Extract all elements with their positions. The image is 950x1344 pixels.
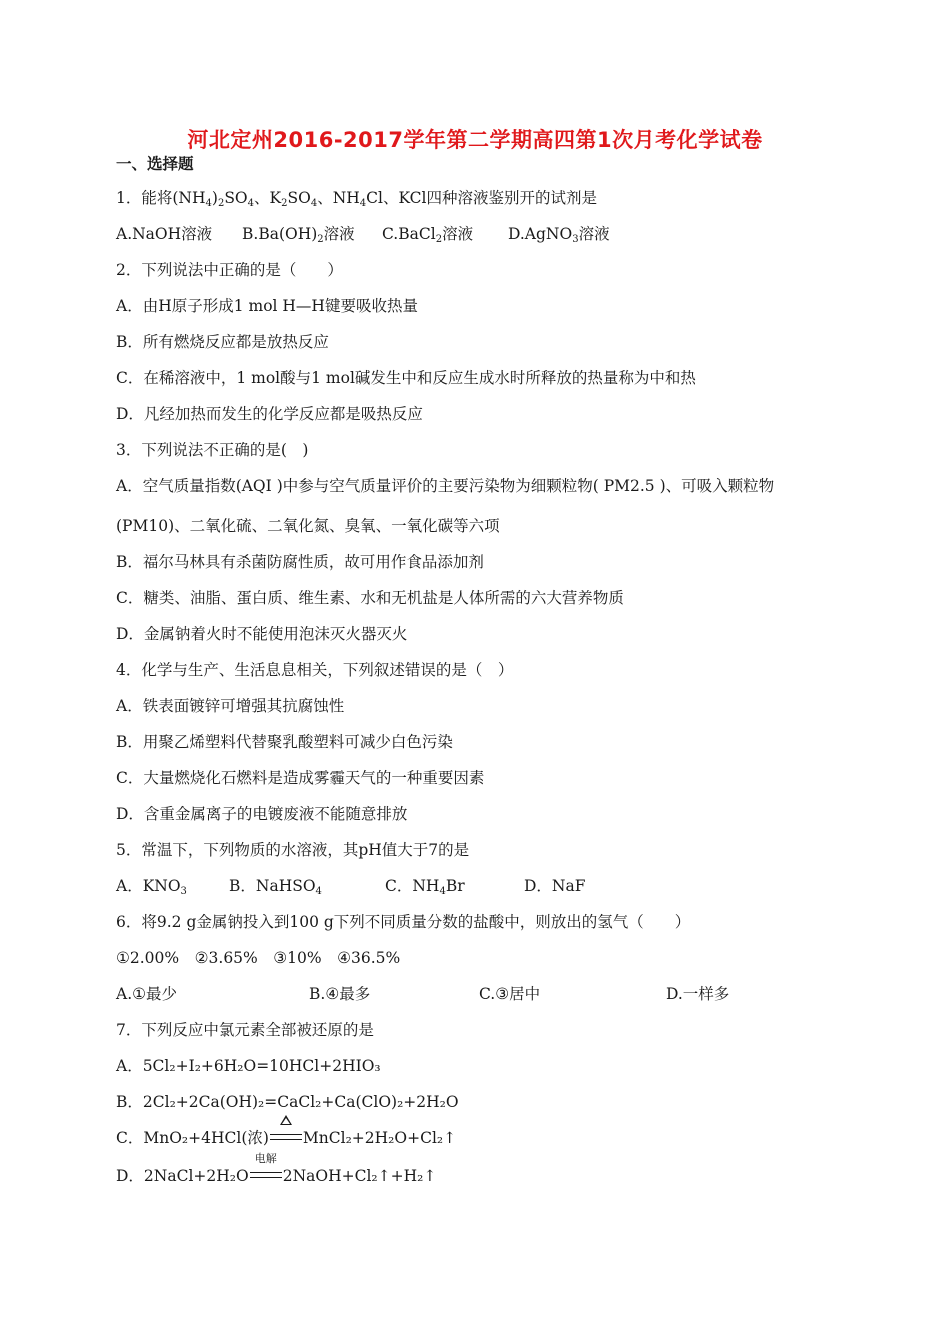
question-2-option-a: A．由H原子形成1 mol H—H键要吸收热量 [116,297,418,315]
electrolysis-condition-sign: 电解 [250,1166,282,1186]
question-4-option-a: A．铁表面镀锌可增强其抗腐蚀性 [116,697,345,715]
option-a: A．$KNO_3$ [116,877,187,897]
question-7-option-a: A．5Cl₂+I₂+6H₂O=10HCl+2HIO₃ [116,1057,381,1075]
option-c: C.③居中 [479,985,541,1003]
question-3-option-c: C．糖类、油脂、蛋白质、维生素、水和无机盐是人体所需的六大营养物质 [116,589,624,607]
question-5-options [116,876,586,896]
question-4-option-c: C．大量燃烧化石燃料是造成雾霾天气的一种重要因素 [116,769,485,787]
heating-condition-sign [270,1128,302,1148]
option-d: D．NaF [524,877,586,895]
question-1-options [116,224,610,244]
question-7-option-d: D．2NaCl+2H₂O 电解 2NaOH+Cl₂↑+H₂↑ [116,1152,437,1185]
question-1-stem: 1．能将$(NH_4)_2SO_4$、$K_2SO_4$、$NH_4Cl$、KCl四种溶液鉴别开的试剂是 [116,189,597,209]
section-heading: 一、选择题 [116,155,194,173]
question-4-option-d: D．含重金属离子的电镀废液不能随意排放 [116,805,408,823]
option-a: A.①最少 [116,985,178,1003]
question-2-stem: 2．下列说法中正确的是（ ） [116,261,343,279]
option-b: $B.Ba(OH)_2$溶液 [242,225,355,245]
question-3-stem: 3．下列说法不正确的是( ) [116,441,309,459]
question-6-options [116,984,729,1004]
question-2-option-b: B．所有燃烧反应都是放热反应 [116,333,329,351]
option-c: C．$NH_4Br$ [385,877,465,897]
question-4-option-b: B．用聚乙烯塑料代替聚乳酸塑料可减少白色污染 [116,733,453,751]
option-b: B．NaHSO$_4$ [229,877,322,897]
question-7-option-c: C．MnO₂+4HCl(浓) MnCl₂+2H₂O+Cl₂↑ [116,1128,456,1148]
question-4-stem: 4．化学与生产、生活息息相关，下列叙述错误的是（ ） [116,661,514,679]
option-b: B.④最多 [309,985,371,1003]
question-3-option-a-line2: (PM10)、二氧化硫、二氧化氮、臭氧、一氧化碳等六项 [116,517,500,535]
question-2-option-c: C．在稀溶液中，1 mol酸与1 mol碱发生中和反应生成水时所释放的热量称为中和热 [116,369,696,387]
option-d: D.AgNO$_3$溶液 [508,225,610,245]
delta-icon [280,1115,292,1125]
question-7-stem: 7．下列反应中氯元素全部被还原的是 [116,1021,374,1039]
option-a: A.NaOH溶液 [116,225,213,243]
option-c: C.BaCl$_2$溶液 [382,225,474,245]
question-3-option-a-line1: A．空气质量指数(AQI )中参与空气质量评价的主要污染物为细颗粒物( PM2.5 )、可吸入颗粒物 [116,477,775,495]
question-6-choices: ①2.00% ②3.65% ③10% ④36.5% [116,949,401,967]
question-2-option-d: D．凡经加热而发生的化学反应都是吸热反应 [116,405,423,423]
question-3-option-d: D．金属钠着火时不能使用泡沫灭火器灭火 [116,625,408,643]
question-7-option-b: B．2Cl₂+2Ca(OH)₂=CaCl₂+Ca(ClO)₂+2H₂O [116,1093,459,1111]
option-d: D.一样多 [666,985,730,1003]
question-3-option-b: B．福尔马林具有杀菌防腐性质，故可用作食品添加剂 [116,553,484,571]
question-6-stem: 6．将9.2 g金属钠投入到100 g下列不同质量分数的盐酸中，则放出的氢气（ ） [116,913,691,931]
question-5-stem: 5．常温下，下列物质的水溶液，其pH值大于7的是 [116,841,470,859]
exam-title: 河北定州2016-2017学年第二学期高四第1次月考化学试卷 [187,128,763,152]
